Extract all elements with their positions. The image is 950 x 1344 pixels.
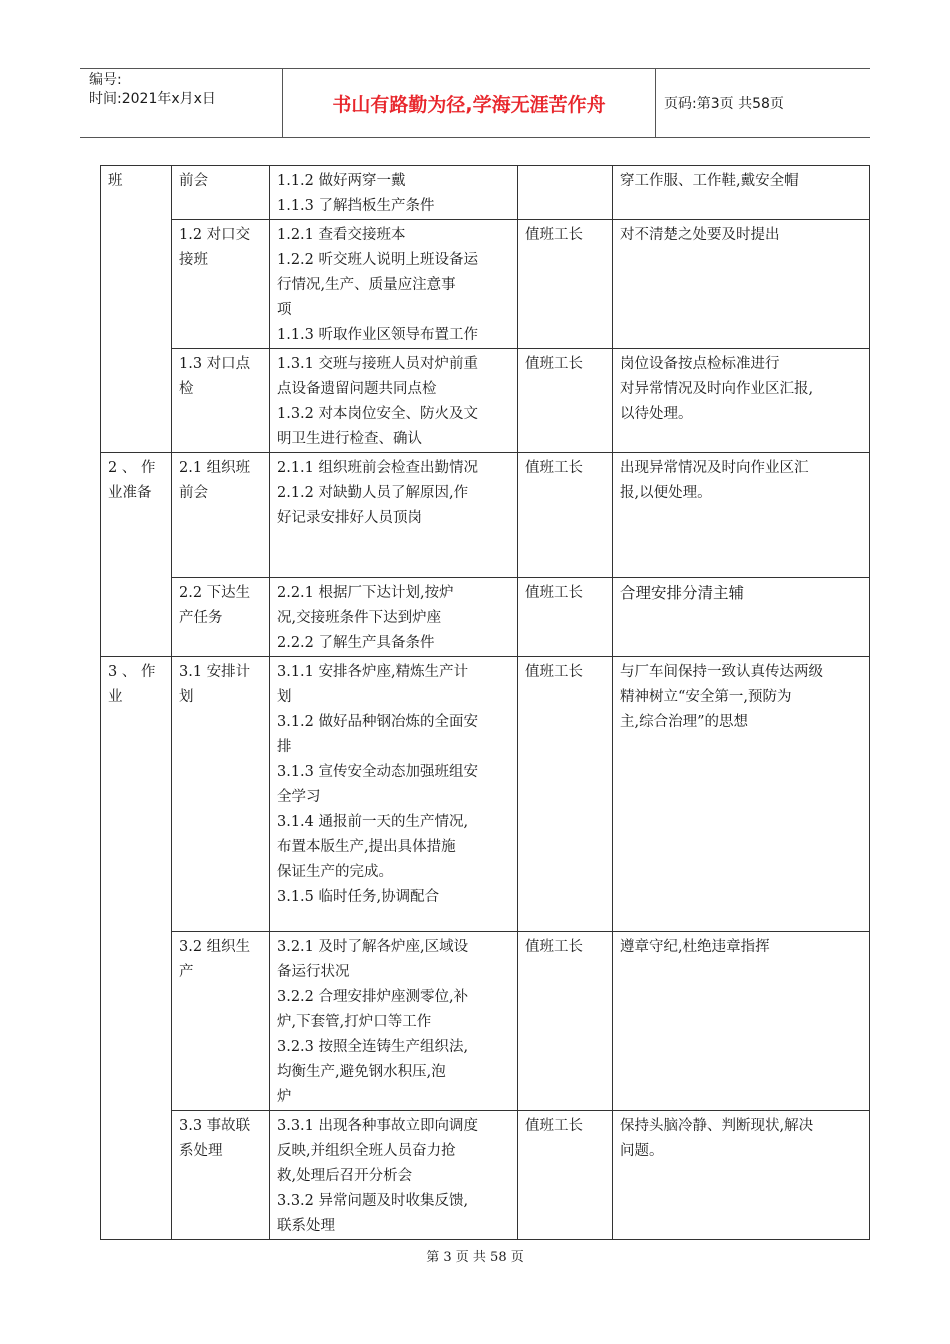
cell-text: 3.1.4 通报前一天的生产情况,: [277, 814, 469, 830]
cell-text: 前会: [179, 173, 208, 189]
cell-step: [101, 166, 172, 453]
cell-text: 值班工长: [525, 939, 583, 955]
cell-content: [270, 932, 518, 1111]
cell-text: 炉: [277, 1089, 292, 1105]
time-label: 时间:2021年x月x日: [89, 91, 216, 107]
cell-item: [172, 220, 270, 349]
cell-content: [270, 453, 518, 578]
cell-text: 联系处理: [277, 1218, 335, 1234]
cell-text: 行情况,生产、质量应注意事: [277, 277, 456, 293]
cell-text: 班: [108, 173, 123, 189]
cell-item: [172, 932, 270, 1111]
page-header: [80, 68, 870, 138]
cell-item: [172, 578, 270, 657]
cell-text: 接班: [179, 252, 208, 268]
cell-text: 明卫生进行检查、确认: [277, 431, 422, 447]
cell-note: [613, 1111, 870, 1240]
cell-text: 点设备遗留问题共同点检: [277, 381, 437, 397]
cell-content: [270, 349, 518, 453]
cell-item: [172, 657, 270, 932]
cell-note: [613, 578, 870, 657]
cell-text: 2.2 下达生: [179, 585, 251, 601]
table-row: [101, 349, 870, 453]
cell-text: 3.2.2 合理安排炉座测零位,补: [277, 989, 469, 1005]
cell-text: 炉,下套管,打炉口等工作: [277, 1014, 432, 1030]
table-row: [101, 657, 870, 932]
cell-text: 项: [277, 302, 292, 318]
cell-text: 3.1.1 安排各炉座,精炼生产计: [277, 664, 469, 680]
cell-text: 3.2 组织生: [179, 939, 251, 955]
cell-text: 3.3 事故联: [179, 1118, 251, 1134]
cell-text: 值班工长: [525, 664, 583, 680]
cell-text: 况,交接班条件下达到炉座: [277, 610, 442, 626]
cell-text: 3.2.1 及时了解各炉座,区域设: [277, 939, 469, 955]
page-footer: 第 3 页 共 58 页: [426, 1250, 524, 1265]
cell-content: [270, 166, 518, 220]
cell-item: [172, 166, 270, 220]
cell-text: 合理安排分清主辅: [620, 584, 745, 602]
serial-label: 编号:: [89, 72, 122, 88]
cell-text: 对异常情况及时向作业区汇报,: [620, 381, 814, 397]
cell-note: [613, 657, 870, 932]
cell-content: [270, 220, 518, 349]
cell-text: 3.1.5 临时任务,协调配合: [277, 889, 440, 905]
cell-note: [613, 166, 870, 220]
cell-content: [270, 578, 518, 657]
cell-text: 系处理: [179, 1143, 223, 1159]
cell-text: 主,综合治理”的思想: [620, 714, 749, 730]
cell-text: 1.3.1 交班与接班人员对炉前重: [277, 356, 479, 372]
cell-step: [101, 657, 172, 1240]
cell-text: 布置本版生产,提出具体措施: [277, 839, 456, 855]
cell-text: 2.1 组织班: [179, 460, 251, 476]
table-row: [101, 932, 870, 1111]
cell-text: 备运行状况: [277, 964, 350, 980]
cell-text: 业: [108, 689, 123, 705]
cell-text: 业准备: [108, 485, 152, 501]
cell-text: 1.3 对口点: [179, 356, 251, 372]
cell-text: 1.1.2 做好两穿一戴: [277, 173, 406, 189]
cell-text: 3.1.2 做好品种钢冶炼的全面安: [277, 714, 479, 730]
cell-text: 问题。: [620, 1143, 664, 1159]
cell-text: 2.2.2 了解生产具备条件: [277, 635, 435, 651]
cell-text: 以待处理。: [620, 406, 693, 422]
table-row: [101, 1111, 870, 1240]
cell-text: 1.2.1 查看交接班本: [277, 227, 406, 243]
table-row: [101, 578, 870, 657]
cell-text: 保持头脑冷静、判断现状,解决: [620, 1118, 814, 1134]
cell-owner: [518, 349, 613, 453]
table-row: [101, 220, 870, 349]
cell-text: 3.1.3 宣传安全动态加强班组安: [277, 764, 479, 780]
table-row: [101, 166, 870, 220]
cell-note: [613, 453, 870, 578]
cell-owner: [518, 657, 613, 932]
cell-text: 1.2 对口交: [179, 227, 251, 243]
cell-text: 值班工长: [525, 227, 583, 243]
header-motto: 书山有路勤为径,学海无涯苦作舟: [283, 69, 656, 137]
cell-text: 1.3.2 对本岗位安全、防火及文: [277, 406, 479, 422]
procedure-table: [100, 165, 870, 1240]
cell-text: 1.1.3 了解挡板生产条件: [277, 198, 435, 214]
cell-text: 出现异常情况及时向作业区汇: [620, 460, 809, 476]
header-page-number: 页码:第3页 共58页: [664, 96, 784, 112]
cell-text: 值班工长: [525, 1118, 583, 1134]
cell-text: 保证生产的完成。: [277, 864, 393, 880]
cell-item: [172, 1111, 270, 1240]
cell-text: 与厂车间保持一致认真传达两级: [620, 664, 823, 680]
cell-owner: [518, 932, 613, 1111]
cell-text: 3.2.3 按照全连铸生产组织法,: [277, 1039, 469, 1055]
cell-text: 值班工长: [525, 460, 583, 476]
cell-text: 1.2.2 听交班人说明上班设备运: [277, 252, 479, 268]
cell-note: [613, 220, 870, 349]
cell-text: 划: [277, 689, 292, 705]
table-row: [101, 453, 870, 578]
cell-text: 值班工长: [525, 585, 583, 601]
cell-text: 2.1.2 对缺勤人员了解原因,作: [277, 485, 469, 501]
cell-text: 反映,并组织全班人员奋力抢: [277, 1143, 456, 1159]
cell-text: 遵章守纪,杜绝违章指挥: [620, 939, 770, 955]
cell-note: [613, 932, 870, 1111]
cell-owner: [518, 1111, 613, 1240]
cell-text: 精神树立“安全第一,预防为: [620, 689, 792, 705]
cell-item: [172, 349, 270, 453]
cell-text: 2.1.1 组织班前会检查出勤情况: [277, 460, 479, 476]
cell-text: 前会: [179, 485, 208, 501]
cell-text: 划: [179, 689, 194, 705]
cell-text: 产任务: [179, 610, 223, 626]
cell-text: 检: [179, 381, 194, 397]
cell-text: 好记录安排好人员顶岗: [277, 510, 422, 526]
cell-text: 3.1 安排计: [179, 664, 251, 680]
cell-owner: [518, 166, 613, 220]
cell-text: 值班工长: [525, 356, 583, 372]
cell-text: 岗位设备按点检标准进行: [620, 356, 780, 372]
cell-text: 3.3.2 异常问题及时收集反馈,: [277, 1193, 469, 1209]
cell-owner: [518, 220, 613, 349]
cell-text: 3.3.1 出现各种事故立即向调度: [277, 1118, 479, 1134]
cell-step: [101, 453, 172, 657]
cell-content: [270, 657, 518, 932]
cell-text: 1.1.3 听取作业区领导布置工作: [277, 327, 479, 343]
cell-item: [172, 453, 270, 578]
cell-text: 报,以便处理。: [620, 485, 712, 501]
cell-owner: [518, 578, 613, 657]
cell-text: 全学习: [277, 789, 321, 805]
cell-text: 对不清楚之处要及时提出: [620, 227, 780, 243]
cell-content: [270, 1111, 518, 1240]
cell-text: 2.2.1 根据厂下达计划,按炉: [277, 585, 454, 601]
cell-text: 救,处理后召开分析会: [277, 1168, 413, 1184]
cell-note: [613, 349, 870, 453]
cell-owner: [518, 453, 613, 578]
cell-text: 均衡生产,避免钢水积压,泡: [277, 1064, 446, 1080]
cell-text: 排: [277, 739, 292, 755]
cell-text: 穿工作服、工作鞋,戴安全帽: [620, 173, 799, 189]
cell-text: 2 、 作: [108, 460, 156, 476]
cell-text: 产: [179, 964, 194, 980]
header-meta: [80, 69, 283, 137]
cell-text: 3 、 作: [108, 664, 156, 680]
